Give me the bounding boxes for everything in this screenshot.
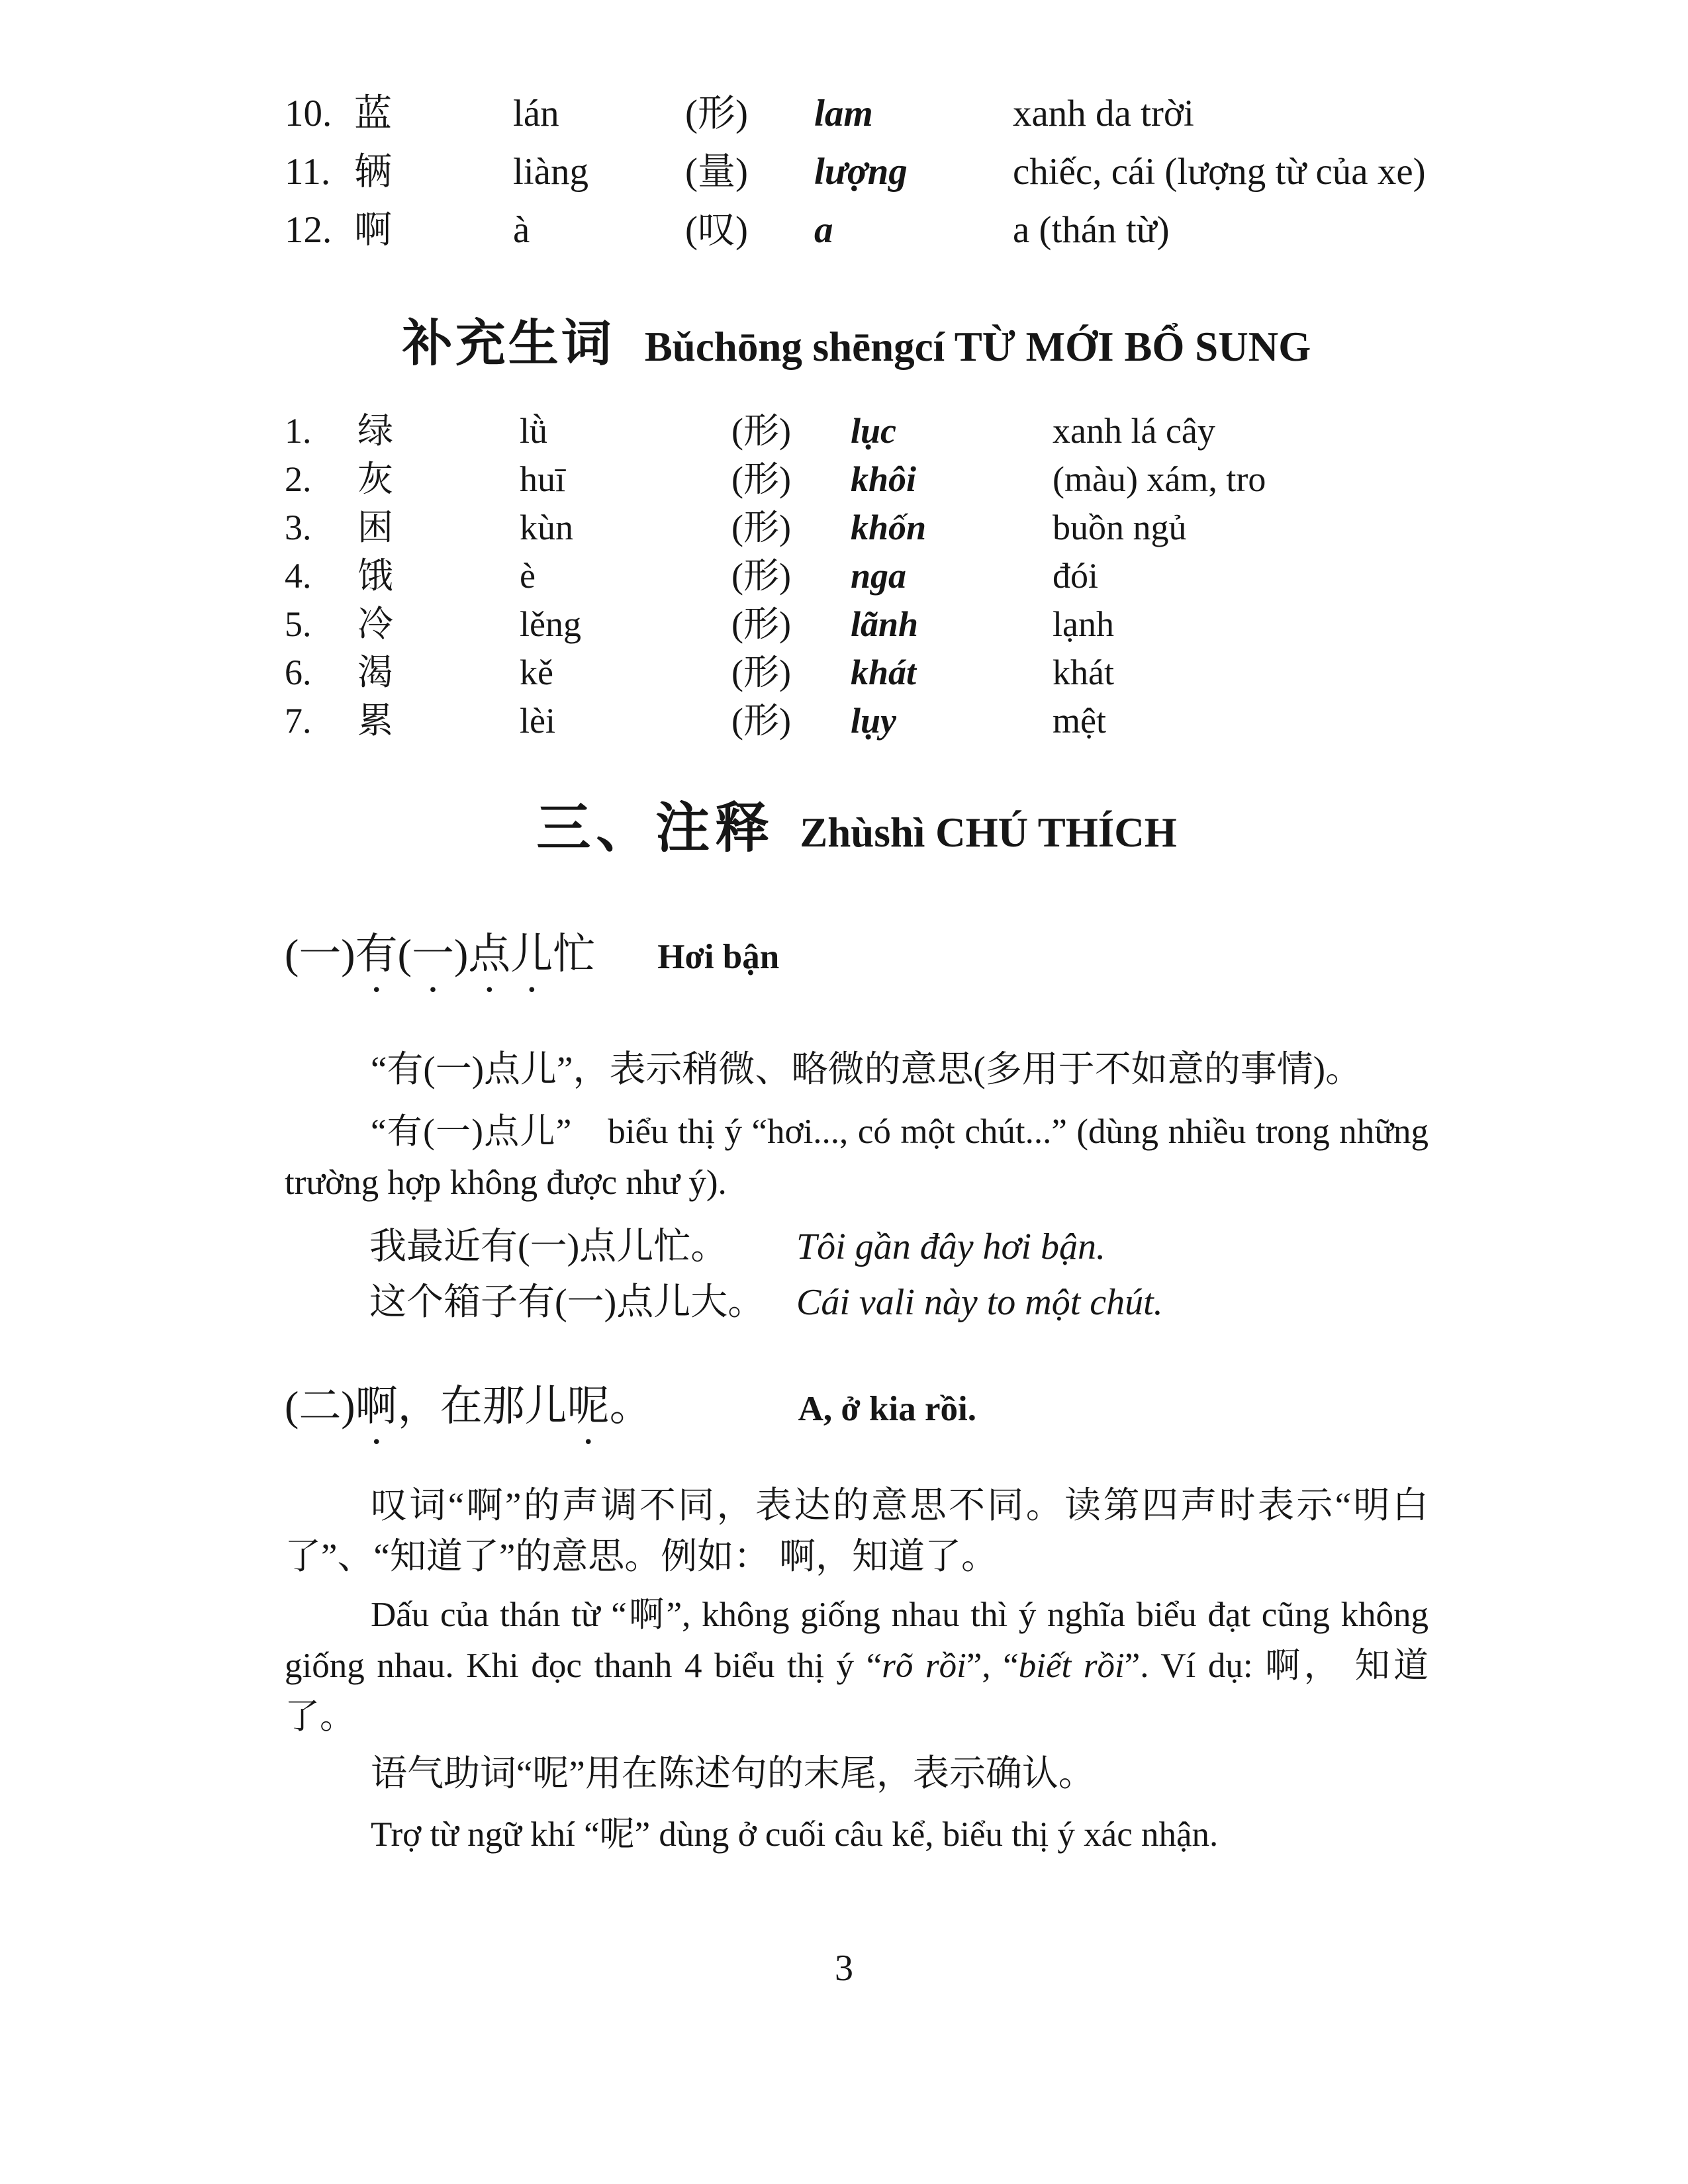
example-vn: Cái vali này to một chút.	[796, 1282, 1163, 1323]
vocab-row	[285, 504, 1429, 552]
example-list	[285, 1219, 1429, 1330]
vocab-hanviet: khát	[851, 653, 917, 692]
vocab-row	[285, 455, 1429, 504]
vocab-row	[285, 85, 1429, 143]
note-2-paragraph-vn-2: Trợ từ ngữ khí “呢” dùng ở cuối câu kể, biểu thị ý xác nhận.	[371, 1815, 1219, 1854]
vocab-row	[285, 143, 1429, 201]
vocab-meaning: lạnh	[1053, 604, 1114, 644]
vocab-number: 6.	[285, 653, 312, 692]
vocab-number: 12.	[285, 209, 332, 251]
page-content	[285, 85, 1429, 1860]
vocab-hanzi: 蓝	[354, 93, 392, 134]
vocab-row	[285, 697, 1429, 745]
vocab-row	[285, 600, 1429, 649]
vocab-pos: (形)	[731, 604, 791, 644]
example-cn: 我最近有(一)点儿忙。	[369, 1226, 728, 1267]
note-2-heading-cn: (二)啊，在那儿呢。	[285, 1383, 652, 1430]
vocab-pos: (形)	[731, 653, 791, 692]
vocab-meaning: đói	[1053, 556, 1099, 596]
vocab-row	[285, 407, 1429, 455]
vocab-hanzi: 绿	[357, 411, 393, 451]
vocab-meaning: khát	[1053, 653, 1114, 692]
vocab-meaning: mệt	[1053, 701, 1106, 741]
notes-section-heading	[285, 785, 1429, 862]
vocab-meaning: a (thán từ)	[1013, 209, 1170, 251]
vocab-number: 1.	[285, 411, 312, 451]
vocab-meaning: (màu) xám, tro	[1053, 459, 1266, 499]
vocab-hanzi: 冷	[357, 604, 393, 644]
vocab-number: 10.	[285, 93, 332, 134]
vocab-hanviet: lụy	[851, 701, 897, 741]
vocab-number: 7.	[285, 701, 312, 741]
vocab-pinyin: à	[513, 209, 530, 251]
vocab-pos: (叹)	[685, 209, 748, 251]
note-1-paragraph-cn: “有(一)点儿”，表示稍微、略微的意思(多用于不如意的事情)。	[371, 1049, 1362, 1089]
vocab-hanviet: lam	[814, 93, 873, 134]
vocab-number: 4.	[285, 556, 312, 596]
example-vn: Tôi gần đây hơi bận.	[796, 1226, 1106, 1267]
vocab-number: 5.	[285, 604, 312, 644]
vocab-hanviet: lượng	[814, 151, 908, 193]
vocab-row	[285, 649, 1429, 697]
notes-heading-cn: 三、注释	[536, 797, 775, 860]
vocab-meaning: buồn ngủ	[1053, 508, 1187, 547]
vocab-pos: (形)	[731, 459, 791, 499]
note-2-paragraph-cn-1: 叹词“啊”的声调不同，表达的意思不同。读第四声时表示“明白了”、“知道了”的意思。例如： 啊，知道了。	[285, 1485, 1429, 1576]
vocab-pos: (形)	[731, 411, 791, 451]
note-1-heading-cn: (一)有(一)点儿忙	[285, 931, 596, 978]
vocab-list-supplement	[285, 407, 1429, 745]
vocab-pinyin: lǜ	[520, 411, 548, 451]
vocab-pinyin: kě	[520, 653, 553, 692]
vocab-meaning: xanh lá cây	[1053, 411, 1215, 451]
vocab-hanviet: lục	[851, 411, 897, 451]
vocab-pos: (量)	[685, 151, 748, 193]
vocab-hanzi: 困	[357, 508, 393, 547]
vocab-row	[285, 201, 1429, 259]
supplement-heading-latin: Bǔchōng shēngcí TỪ MỚI BỔ SUNG	[644, 324, 1311, 370]
vocab-hanzi: 累	[357, 701, 393, 741]
vocab-pinyin: lán	[513, 93, 559, 134]
vocab-list-main	[285, 85, 1429, 259]
vocab-hanzi: 渴	[357, 653, 393, 692]
vocab-pos: (形)	[685, 93, 748, 134]
vocab-pos: (形)	[731, 508, 791, 547]
note-1-heading	[285, 926, 1429, 1001]
vocab-hanviet: lãnh	[851, 604, 919, 644]
notes-heading-latin: Zhùshì CHÚ THÍCH	[800, 809, 1177, 856]
vocab-pinyin: huī	[520, 459, 566, 499]
vocab-hanviet: a	[814, 209, 833, 251]
vocab-pinyin: liàng	[513, 151, 588, 193]
vocab-pos: (形)	[731, 701, 791, 741]
supplement-heading	[285, 303, 1429, 375]
vocab-hanviet: khốn	[851, 508, 927, 547]
vocab-hanzi: 啊	[354, 209, 392, 251]
page-number: 3	[835, 1948, 853, 1989]
vocab-number: 2.	[285, 459, 312, 499]
supplement-heading-cn: 补充生词	[402, 316, 614, 372]
vocab-pinyin: lěng	[520, 604, 581, 644]
note-1-paragraph-vn: “有(一)点儿” biểu thị ý “hơi..., có một chút...” (dùng nhiều trong những trường hợp không được như ý).	[285, 1113, 1429, 1202]
note-2-paragraph-cn-2: 语气助词“呢”用在陈述句的末尾，表示确认。	[371, 1753, 1095, 1794]
example-cn: 这个箱子有(一)点儿大。	[369, 1282, 765, 1323]
vocab-pinyin: è	[520, 556, 536, 596]
vocab-row	[285, 552, 1429, 600]
vocab-hanzi: 辆	[354, 151, 392, 193]
vocab-number: 3.	[285, 508, 312, 547]
note-2-heading-latin: A, ở kia rồi.	[798, 1390, 976, 1428]
example-sentence	[285, 1219, 1429, 1275]
note-1-heading-latin: Hơi bận	[657, 938, 780, 976]
vocab-hanviet: nga	[851, 556, 907, 596]
vocab-number: 11.	[285, 151, 331, 193]
note-2-paragraph-vn-1: Dấu của thán từ “啊”, không giống nhau thì ý nghĩa biểu đạt cũng không giống nhau. Khi đọc thanh 4 biểu thị ý “rõ rồi”, “biết rồi”. Ví dụ: 啊， 知道了。	[285, 1596, 1429, 1736]
vocab-pinyin: kùn	[520, 508, 573, 547]
note-2-heading	[285, 1378, 1429, 1453]
vocab-pinyin: lèi	[520, 701, 555, 741]
vocab-meaning: xanh da trời	[1013, 93, 1194, 134]
vocab-hanviet: khôi	[851, 459, 917, 499]
vocab-hanzi: 饿	[357, 556, 393, 596]
example-sentence	[285, 1275, 1429, 1330]
vocab-pos: (形)	[731, 556, 791, 596]
vocab-meaning: chiếc, cái (lượng từ của xe)	[1013, 151, 1426, 193]
vocab-hanzi: 灰	[357, 459, 393, 499]
